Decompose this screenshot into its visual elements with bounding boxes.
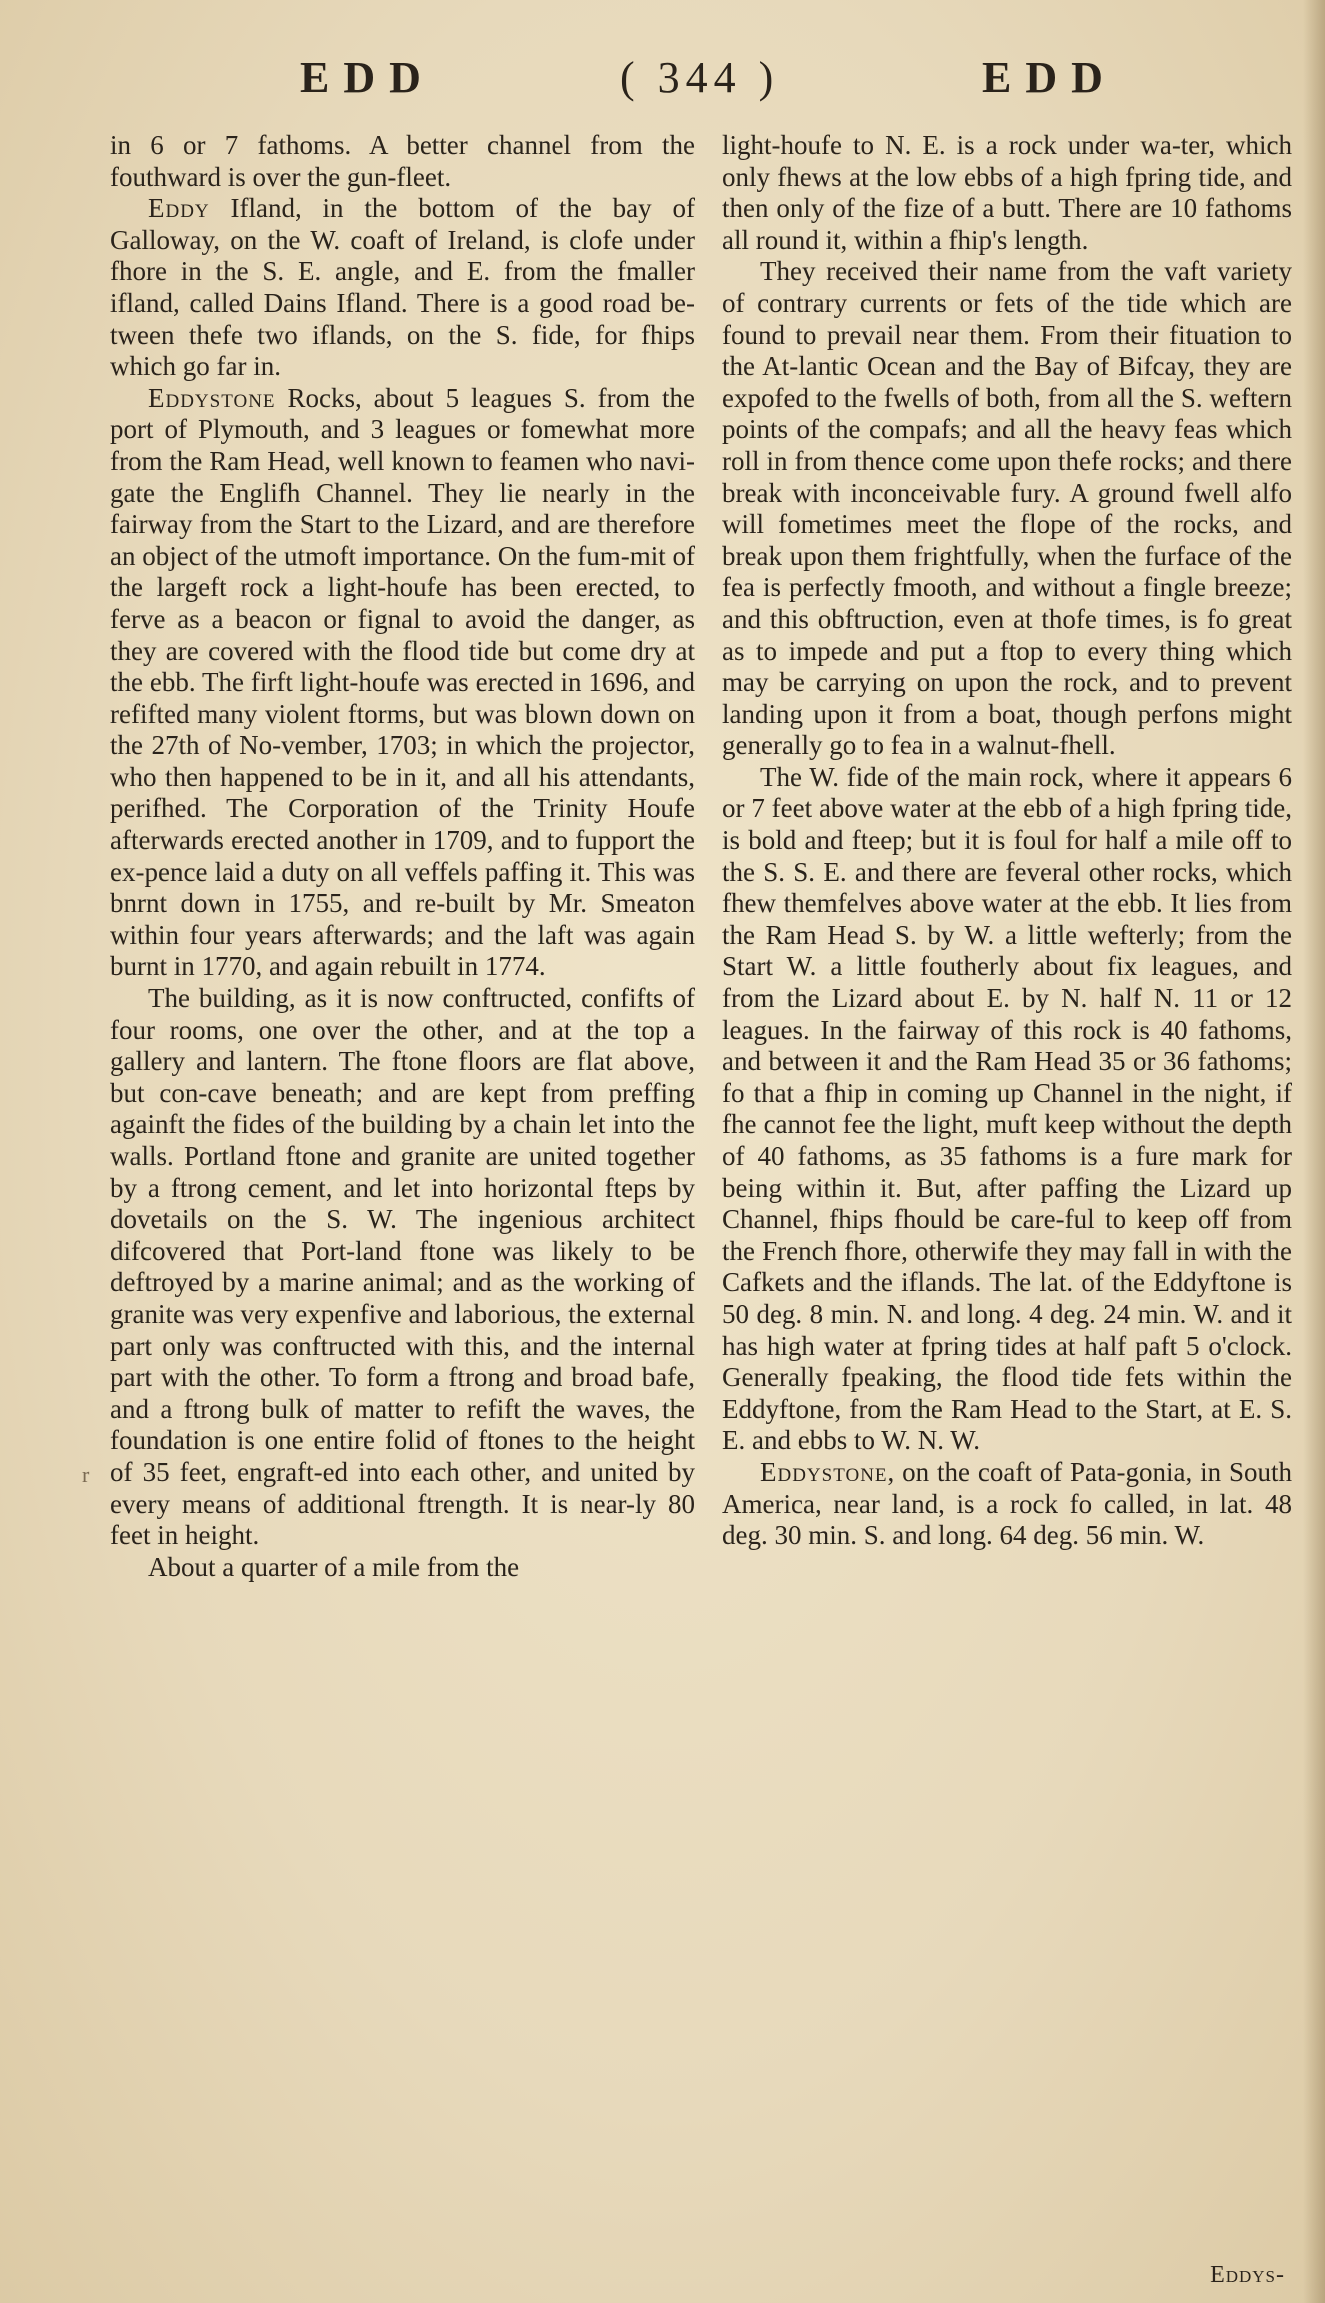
entry-headword: Eddy — [148, 193, 210, 224]
right-column — [722, 130, 1292, 1552]
paragraph-text: They received their name from the vaft variety of contrary currents or fets of the tide which are found to prevail near them. From their fituation to the At-lantic Ocean and the Bay of Bifcay, they are expofed to the fwells of both, from all the S. weftern points of the compafs; and all the heavy feas which roll in from thence come upon thefe rocks; and there break with inconceivable fury. A ground fwell alfo will fometimes meet the flope of the rocks, and break upon them frightfully, when the furface of the fea is perfectly fmooth, and without a fingle breeze; and this obftruction, even at thofe times, is fo great as to impede and put a ftop to every thing which may be carrying on upon the rock, and to prevent landing upon it from a boat, though perfons might generally go to fea in a walnut-fhell. — [722, 256, 1292, 761]
paragraph-text: , on the coaft of Pata-gonia, in South America, near land, is a rock fo called, in lat. 48 deg. 30 min. S. and long. 64 deg. 56 min. W. — [722, 1456, 1292, 1551]
paragraph — [110, 130, 695, 193]
paragraph-text: The W. fide of the main rock, where it appears 6 or 7 feet above water at the ebb of a high fpring tide, is bold and fteep; but it is foul for half a mile off to the S. S. E. and there are feveral other rocks, which fhew themfelves above water at the ebb. It lies from the Ram Head S. by W. a little wefterly; from the Start W. a little foutherly about fix leagues, and from the Lizard about E. by N. half N. 11 or 12 leagues. In the fairway of this rock is 40 fathoms, and between it and the Ram Head 35 or 36 fathoms; fo that a fhip in coming up Channel in the night, if fhe cannot fee the light, muft keep without the depth of 40 fathoms, as 35 fathoms is a fure mark for being within it. But, after paffing the Lizard up Channel, fhips fhould be care-ful to keep off from the French fhore, otherwife they may fall in with the Cafkets and the iflands. The lat. of the Eddyftone is 50 deg. 8 min. N. and long. 4 deg. 24 min. W. and it has high water at fpring tides at half paft 5 o'clock. Generally fpeaking, the flood tide fets within the Eddyftone, from the Ram Head to the Start, at E. S. E. and ebbs to W. N. W. — [722, 761, 1292, 1456]
page-edge-shadow — [1303, 0, 1325, 2303]
paragraph — [110, 1552, 695, 1584]
header-right-word: EDD — [982, 53, 1117, 102]
paragraph-text: The building, as it is now conftructed, confifts of four rooms, one over the other, and at the top a gallery and lantern. The ftone floors are flat above, but con-cave beneath; and are kept from preffing againft the fides of the building by a chain let into the walls. Portland ftone and granite are united together by a ftrong cement, and let into horizontal fteps by dovetails on the S. W. The ingenious architect difcovered that Port-land ftone was likely to be deftroyed by a marine animal; and as the working of granite was very expenfive and laborious, the external part only was conftructed with this, and the internal part with the other. To form a ftrong and broad bafe, and a ftrong bulk of matter to refift the waves, the foundation is one entire folid of ftones to the height of 35 feet, engraft-ed into each other, and united by every means of additional ftrength. It is near-ly 80 feet in height. — [110, 983, 695, 1551]
paragraph-text: Ifland, in the bottom of the bay of Galloway, on the W. coaft of Ireland, is clofe under fhore in the S. E. angle, and E. from the fmaller ifland, called Dains Ifland. There is a good road be-tween thefe two iflands, on the S. fide, for fhips which go far in. — [110, 193, 695, 382]
paragraph — [722, 762, 1292, 1457]
catchword: Eddys- — [1210, 2262, 1285, 2288]
page-number: ( 344 ) — [620, 53, 780, 102]
paragraph — [110, 983, 695, 1552]
paragraph-text: Rocks, about 5 leagues S. from the port of Plymouth, and 3 leagues or fomewhat more from the Ram Head, well known to feamen who navi-gate the Englifh Channel. They lie nearly in the fairway from the Start to the Lizard, and are therefore an object of the utmoft importance. On the fum-mit of the largeft rock a light-houfe has been erected, to ferve as a beacon or fignal to avoid the danger, as they are covered with the flood tide but come dry at the ebb. The firft light-houfe was erected in 1696, and refifted many violent ftorms, but was blown down on the 27th of No-vember, 1703; in which the projector, who then happened to be in it, and all his attendants, perifhed. The Corporation of the Trinity Houfe afterwards erected another in 1709, and to fupport the ex-pence laid a duty on all veffels paffing it. This was bnrnt down in 1755, and re-built by Mr. Smeaton within four years afterwards; and the laft was again burnt in 1770, and again rebuilt in 1774. — [110, 382, 695, 982]
paragraph — [110, 193, 695, 383]
paragraph-text: light-houfe to N. E. is a rock under wa-ter, which only fhews at the low ebbs of a high fpring tide, and then only of the fize of a butt. There are 10 fathoms all round it, within a fhip's length. — [722, 130, 1292, 255]
entry-headword: Eddystone — [760, 1456, 888, 1487]
paragraph — [722, 130, 1292, 256]
paragraph — [722, 256, 1292, 762]
running-header — [0, 52, 1325, 122]
entry-headword: Eddystone — [148, 382, 276, 413]
paragraph-text: in 6 or 7 fathoms. A better channel from the fouthward is over the gun-fleet. — [110, 130, 695, 192]
paragraph — [110, 383, 695, 983]
paragraph — [722, 1457, 1292, 1552]
paragraph-text: About a quarter of a mile from the — [148, 1551, 520, 1582]
margin-mark: r — [82, 1462, 90, 1487]
header-left-word: EDD — [300, 53, 435, 102]
left-column — [110, 130, 695, 1583]
